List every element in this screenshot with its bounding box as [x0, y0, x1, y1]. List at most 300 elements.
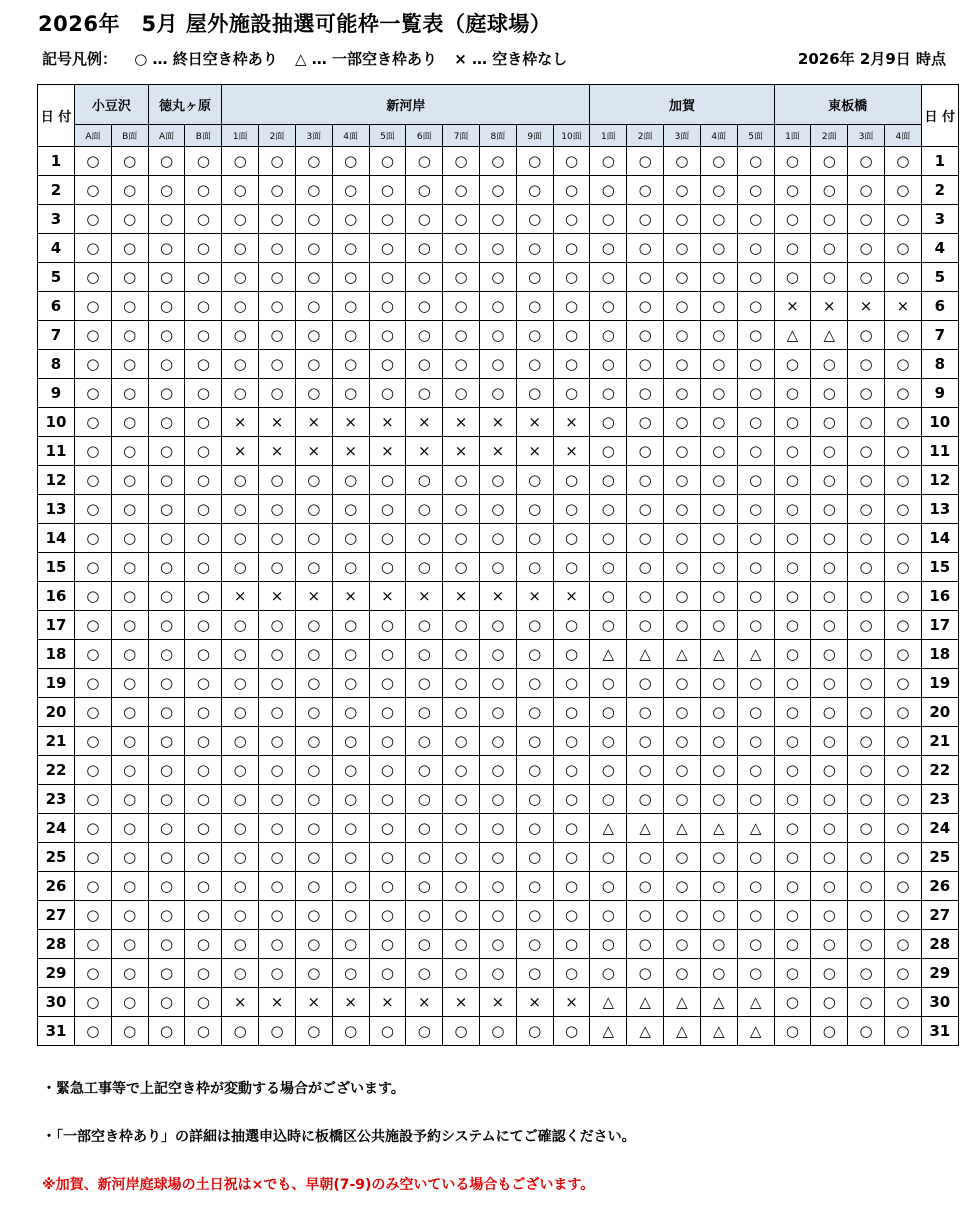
availability-cell: ×: [295, 582, 332, 611]
availability-cell: ○: [148, 640, 185, 669]
availability-cell: ○: [700, 611, 737, 640]
availability-cell: ○: [664, 234, 701, 263]
day-cell: 31: [38, 1017, 75, 1046]
availability-cell: ○: [664, 669, 701, 698]
availability-cell: ○: [148, 292, 185, 321]
table-row: [38, 350, 959, 379]
day-cell: 23: [38, 785, 75, 814]
availability-cell: ○: [700, 524, 737, 553]
availability-cell: ○: [406, 727, 443, 756]
availability-cell: ○: [369, 959, 406, 988]
table-row: [38, 553, 959, 582]
availability-cell: ○: [111, 669, 148, 698]
availability-cell: ○: [627, 379, 664, 408]
availability-cell: ○: [443, 611, 480, 640]
availability-cell: ×: [259, 408, 296, 437]
availability-cell: ○: [664, 756, 701, 785]
availability-cell: ○: [627, 524, 664, 553]
availability-cell: ○: [516, 466, 553, 495]
availability-cell: ○: [811, 408, 848, 437]
availability-cell: ○: [553, 872, 590, 901]
availability-cell: ○: [848, 263, 885, 292]
court-header: 2面: [259, 125, 296, 147]
availability-cell: ○: [590, 698, 627, 727]
availability-cell: ○: [259, 379, 296, 408]
availability-cell: ○: [479, 205, 516, 234]
availability-cell: ○: [111, 263, 148, 292]
day-cell: 29: [38, 959, 75, 988]
availability-cell: ○: [553, 292, 590, 321]
availability-cell: ○: [111, 872, 148, 901]
availability-cell: ○: [148, 756, 185, 785]
availability-cell: ○: [553, 785, 590, 814]
availability-cell: ○: [553, 959, 590, 988]
availability-cell: ○: [479, 350, 516, 379]
availability-cell: ○: [111, 292, 148, 321]
availability-cell: ○: [406, 350, 443, 379]
availability-cell: ○: [737, 437, 774, 466]
day-cell-right: 22: [921, 756, 958, 785]
availability-cell: ○: [148, 147, 185, 176]
availability-cell: △: [664, 1017, 701, 1046]
availability-cell: ○: [369, 292, 406, 321]
availability-cell: ○: [185, 930, 222, 959]
availability-cell: ○: [406, 756, 443, 785]
availability-cell: ○: [811, 205, 848, 234]
availability-cell: ○: [185, 872, 222, 901]
availability-cell: ○: [737, 872, 774, 901]
availability-cell: ○: [700, 379, 737, 408]
availability-cell: ○: [516, 495, 553, 524]
availability-cell: ○: [664, 843, 701, 872]
availability-cell: ○: [369, 1017, 406, 1046]
availability-cell: ×: [479, 408, 516, 437]
availability-cell: ○: [332, 495, 369, 524]
availability-cell: ○: [332, 669, 369, 698]
availability-cell: ○: [75, 698, 112, 727]
availability-cell: ○: [222, 321, 259, 350]
availability-cell: ○: [811, 814, 848, 843]
availability-cell: ○: [443, 379, 480, 408]
court-header: 4面: [884, 125, 921, 147]
court-header: A面: [75, 125, 112, 147]
availability-cell: ○: [259, 640, 296, 669]
availability-cell: ○: [222, 495, 259, 524]
availability-cell: ○: [590, 901, 627, 930]
availability-cell: ○: [884, 263, 921, 292]
availability-cell: ○: [148, 785, 185, 814]
availability-cell: ○: [222, 930, 259, 959]
availability-cell: ○: [332, 379, 369, 408]
day-cell: 12: [38, 466, 75, 495]
availability-cell: ○: [259, 234, 296, 263]
availability-cell: ○: [590, 582, 627, 611]
day-cell: 18: [38, 640, 75, 669]
day-cell-right: 16: [921, 582, 958, 611]
table-row: [38, 176, 959, 205]
court-header: 7面: [443, 125, 480, 147]
availability-cell: ×: [443, 582, 480, 611]
availability-cell: ○: [848, 234, 885, 263]
availability-cell: ○: [516, 785, 553, 814]
table-row: [38, 292, 959, 321]
availability-cell: ○: [369, 930, 406, 959]
availability-cell: ○: [295, 640, 332, 669]
availability-cell: ○: [369, 785, 406, 814]
table-row: [38, 727, 959, 756]
availability-cell: ○: [700, 785, 737, 814]
availability-cell: ○: [148, 466, 185, 495]
availability-cell: ○: [590, 321, 627, 350]
availability-cell: ○: [627, 901, 664, 930]
availability-cell: ○: [811, 176, 848, 205]
availability-cell: ○: [884, 814, 921, 843]
availability-cell: ○: [295, 147, 332, 176]
availability-cell: ○: [75, 321, 112, 350]
availability-cell: ○: [700, 234, 737, 263]
availability-cell: ○: [222, 176, 259, 205]
table-row: [38, 234, 959, 263]
availability-cell: ○: [848, 640, 885, 669]
availability-cell: ○: [516, 292, 553, 321]
day-cell: 19: [38, 669, 75, 698]
availability-cell: ○: [111, 1017, 148, 1046]
availability-cell: ○: [664, 379, 701, 408]
availability-cell: ○: [590, 147, 627, 176]
availability-cell: ○: [664, 930, 701, 959]
availability-cell: ○: [627, 408, 664, 437]
note-emergency: ・緊急工事等で上記空き枠が変動する場合がございます。: [42, 1081, 405, 1097]
availability-cell: ○: [332, 698, 369, 727]
availability-cell: ○: [369, 321, 406, 350]
availability-cell: ○: [884, 437, 921, 466]
table-row: [38, 872, 959, 901]
availability-cell: ○: [185, 176, 222, 205]
availability-cell: ○: [369, 843, 406, 872]
availability-cell: ○: [259, 176, 296, 205]
day-cell-right: 21: [921, 727, 958, 756]
availability-cell: ○: [332, 640, 369, 669]
availability-cell: ○: [443, 872, 480, 901]
availability-cell: ○: [811, 553, 848, 582]
availability-cell: ○: [700, 872, 737, 901]
availability-cell: △: [700, 1017, 737, 1046]
availability-cell: ○: [884, 495, 921, 524]
availability-cell: ○: [627, 959, 664, 988]
availability-cell: ○: [332, 611, 369, 640]
availability-cell: ○: [259, 350, 296, 379]
day-cell: 25: [38, 843, 75, 872]
availability-cell: ○: [553, 466, 590, 495]
availability-cell: ○: [479, 698, 516, 727]
availability-cell: ○: [553, 553, 590, 582]
availability-cell: ○: [627, 669, 664, 698]
note-warning: ※加賀、新河岸庭球場の土日祝は×でも、早朝(7-9)のみ空いている場合もございます。: [42, 1177, 595, 1193]
court-header: 3面: [664, 125, 701, 147]
availability-cell: ○: [848, 350, 885, 379]
availability-cell: ○: [553, 495, 590, 524]
availability-cell: ○: [75, 147, 112, 176]
availability-cell: ○: [848, 205, 885, 234]
availability-cell: ○: [75, 408, 112, 437]
availability-cell: ○: [222, 466, 259, 495]
availability-cell: ×: [406, 988, 443, 1017]
availability-cell: ○: [406, 872, 443, 901]
availability-cell: ○: [553, 1017, 590, 1046]
availability-cell: ○: [553, 205, 590, 234]
availability-cell: ○: [627, 466, 664, 495]
availability-cell: ○: [406, 1017, 443, 1046]
day-cell-right: 1: [921, 147, 958, 176]
availability-cell: ○: [185, 640, 222, 669]
availability-cell: ○: [222, 379, 259, 408]
table-row: [38, 930, 959, 959]
availability-cell: ○: [737, 263, 774, 292]
day-cell: 20: [38, 698, 75, 727]
availability-cell: ○: [369, 379, 406, 408]
availability-cell: ○: [259, 292, 296, 321]
availability-cell: ○: [516, 321, 553, 350]
availability-cell: ○: [185, 582, 222, 611]
availability-cell: ○: [590, 930, 627, 959]
availability-cell: ○: [627, 582, 664, 611]
availability-cell: ○: [295, 959, 332, 988]
availability-cell: ×: [553, 408, 590, 437]
day-header-right: 日 付: [921, 85, 958, 147]
availability-cell: ×: [259, 437, 296, 466]
availability-cell: △: [664, 988, 701, 1017]
availability-cell: ○: [295, 553, 332, 582]
availability-cell: ○: [75, 930, 112, 959]
availability-cell: ○: [664, 292, 701, 321]
availability-cell: ○: [75, 437, 112, 466]
availability-cell: ○: [590, 292, 627, 321]
availability-cell: ○: [700, 321, 737, 350]
availability-cell: ×: [295, 988, 332, 1017]
availability-cell: ○: [148, 698, 185, 727]
availability-cell: ○: [664, 785, 701, 814]
availability-cell: ○: [111, 843, 148, 872]
availability-cell: ○: [222, 553, 259, 582]
availability-cell: ○: [737, 176, 774, 205]
table-row: [38, 263, 959, 292]
table-row: [38, 466, 959, 495]
availability-cell: ○: [737, 553, 774, 582]
availability-cell: ×: [369, 988, 406, 1017]
availability-cell: ○: [700, 466, 737, 495]
availability-cell: ○: [848, 756, 885, 785]
availability-cell: ○: [148, 321, 185, 350]
availability-cell: ○: [295, 843, 332, 872]
availability-cell: ×: [553, 988, 590, 1017]
availability-cell: ○: [185, 379, 222, 408]
availability-cell: ○: [111, 553, 148, 582]
availability-cell: ○: [185, 408, 222, 437]
availability-cell: ○: [222, 205, 259, 234]
table-row: [38, 756, 959, 785]
availability-cell: ○: [259, 669, 296, 698]
availability-cell: ○: [75, 785, 112, 814]
availability-cell: ○: [222, 814, 259, 843]
availability-cell: ○: [811, 1017, 848, 1046]
availability-cell: ○: [664, 553, 701, 582]
availability-cell: ○: [811, 988, 848, 1017]
availability-cell: ○: [664, 437, 701, 466]
availability-cell: ○: [884, 872, 921, 901]
availability-cell: ○: [664, 698, 701, 727]
availability-cell: ○: [222, 147, 259, 176]
facility-header: 徳丸ヶ原: [148, 85, 222, 125]
availability-cell: ○: [111, 524, 148, 553]
availability-cell: ○: [443, 785, 480, 814]
availability-cell: ○: [811, 582, 848, 611]
availability-cell: ○: [811, 959, 848, 988]
availability-cell: ○: [479, 785, 516, 814]
availability-cell: ○: [737, 495, 774, 524]
court-header: 3面: [295, 125, 332, 147]
availability-cell: ○: [111, 930, 148, 959]
table-row: [38, 959, 959, 988]
availability-cell: ○: [553, 147, 590, 176]
availability-cell: ○: [332, 756, 369, 785]
availability-cell: ○: [848, 930, 885, 959]
availability-cell: ○: [332, 843, 369, 872]
availability-cell: ○: [111, 988, 148, 1017]
availability-cell: ○: [185, 814, 222, 843]
availability-cell: ×: [222, 437, 259, 466]
availability-cell: ○: [406, 524, 443, 553]
availability-cell: ○: [553, 524, 590, 553]
day-cell-right: 17: [921, 611, 958, 640]
availability-cell: ○: [111, 611, 148, 640]
availability-cell: ○: [884, 1017, 921, 1046]
availability-cell: ○: [148, 553, 185, 582]
availability-cell: ○: [848, 147, 885, 176]
availability-cell: ○: [148, 814, 185, 843]
availability-cell: ○: [884, 669, 921, 698]
availability-cell: ○: [627, 147, 664, 176]
availability-cell: ○: [295, 350, 332, 379]
availability-cell: ○: [75, 669, 112, 698]
availability-cell: ○: [295, 379, 332, 408]
availability-cell: ○: [516, 1017, 553, 1046]
availability-cell: ○: [553, 321, 590, 350]
availability-cell: ○: [332, 466, 369, 495]
availability-cell: ○: [479, 263, 516, 292]
availability-cell: △: [627, 1017, 664, 1046]
availability-cell: ○: [406, 292, 443, 321]
availability-cell: ○: [884, 756, 921, 785]
availability-cell: ○: [884, 727, 921, 756]
availability-cell: ○: [111, 147, 148, 176]
availability-cell: ○: [700, 698, 737, 727]
availability-cell: ×: [332, 582, 369, 611]
availability-cell: ○: [111, 640, 148, 669]
availability-cell: ○: [185, 205, 222, 234]
availability-cell: ○: [774, 408, 811, 437]
availability-cell: ○: [774, 437, 811, 466]
availability-cell: ○: [627, 350, 664, 379]
availability-cell: ○: [295, 901, 332, 930]
availability-cell: ○: [259, 959, 296, 988]
availability-cell: ○: [479, 727, 516, 756]
availability-cell: ○: [406, 495, 443, 524]
page-title: 2026年 5月 屋外施設抽選可能枠一覧表（庭球場）: [38, 12, 552, 36]
availability-cell: ×: [443, 437, 480, 466]
availability-cell: ○: [75, 843, 112, 872]
availability-cell: ○: [369, 698, 406, 727]
availability-cell: ○: [479, 524, 516, 553]
availability-cell: ○: [811, 785, 848, 814]
availability-cell: ○: [369, 350, 406, 379]
day-cell: 14: [38, 524, 75, 553]
availability-cell: ○: [884, 553, 921, 582]
day-cell: 6: [38, 292, 75, 321]
availability-cell: △: [774, 321, 811, 350]
availability-cell: ×: [369, 582, 406, 611]
availability-cell: ○: [479, 872, 516, 901]
availability-cell: ○: [737, 466, 774, 495]
availability-cell: ○: [295, 263, 332, 292]
availability-cell: ○: [479, 495, 516, 524]
availability-cell: ○: [664, 611, 701, 640]
day-cell: 11: [38, 437, 75, 466]
availability-cell: ○: [590, 727, 627, 756]
availability-cell: ○: [553, 814, 590, 843]
availability-cell: ○: [259, 901, 296, 930]
availability-cell: ○: [222, 785, 259, 814]
availability-cell: ○: [222, 669, 259, 698]
availability-cell: ○: [479, 466, 516, 495]
availability-cell: ○: [259, 611, 296, 640]
availability-cell: ○: [295, 466, 332, 495]
table-row: [38, 205, 959, 234]
availability-cell: ○: [111, 901, 148, 930]
availability-cell: ○: [443, 466, 480, 495]
availability-cell: ○: [848, 611, 885, 640]
availability-cell: ○: [811, 669, 848, 698]
availability-cell: ○: [75, 872, 112, 901]
availability-cell: ○: [848, 988, 885, 1017]
availability-cell: ○: [148, 843, 185, 872]
availability-cell: ○: [369, 669, 406, 698]
availability-cell: ○: [259, 698, 296, 727]
court-header: 4面: [700, 125, 737, 147]
facility-header: 東板橋: [774, 85, 921, 125]
availability-cell: ○: [884, 930, 921, 959]
availability-cell: ○: [185, 785, 222, 814]
availability-cell: ○: [848, 669, 885, 698]
availability-cell: ○: [884, 843, 921, 872]
availability-cell: ○: [148, 872, 185, 901]
availability-cell: ○: [332, 263, 369, 292]
availability-cell: ○: [774, 379, 811, 408]
legend-item-none: × … 空き枠なし: [454, 50, 568, 68]
availability-cell: ○: [884, 901, 921, 930]
day-cell: 27: [38, 901, 75, 930]
day-cell-right: 23: [921, 785, 958, 814]
availability-cell: ○: [111, 814, 148, 843]
availability-cell: ○: [369, 872, 406, 901]
availability-cell: ○: [590, 611, 627, 640]
availability-cell: ○: [479, 379, 516, 408]
availability-cell: ○: [111, 408, 148, 437]
availability-cell: ×: [479, 582, 516, 611]
availability-cell: ○: [185, 901, 222, 930]
availability-cell: ○: [627, 727, 664, 756]
availability-cell: △: [700, 988, 737, 1017]
availability-cell: ○: [811, 263, 848, 292]
